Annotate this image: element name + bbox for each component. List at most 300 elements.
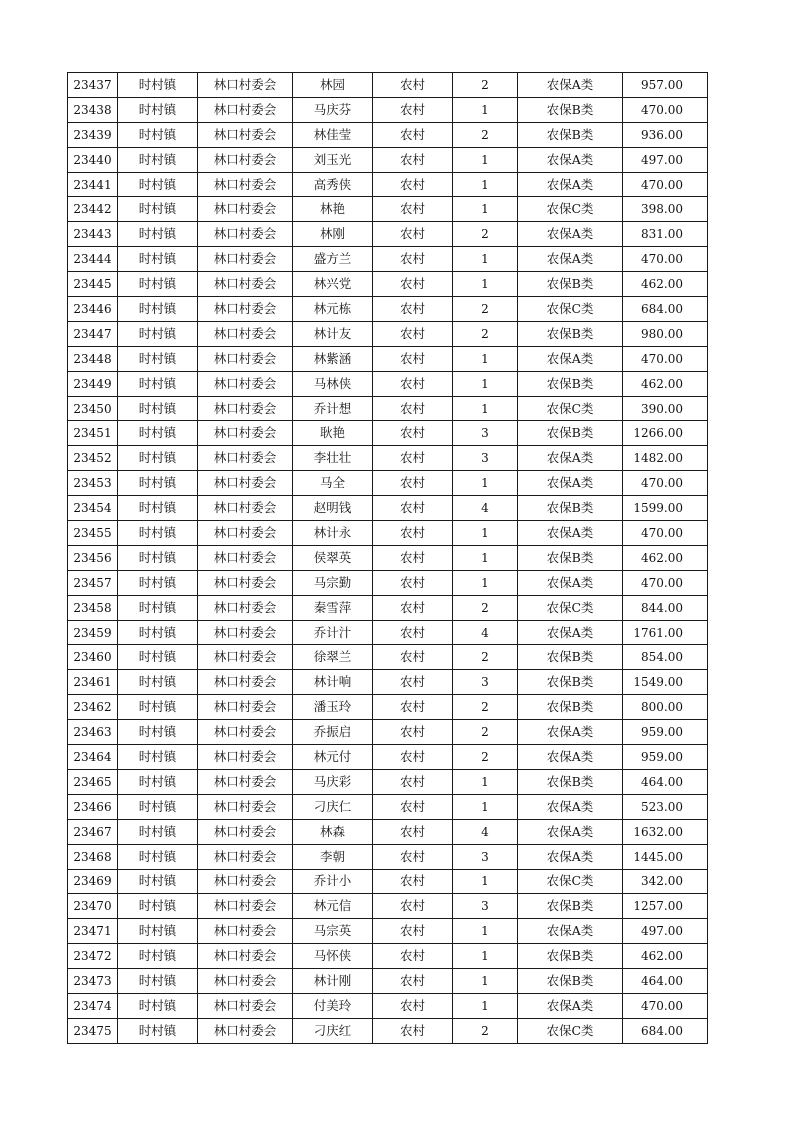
person-count-cell: 1 xyxy=(453,969,518,994)
village-committee-cell: 林口村委会 xyxy=(198,844,293,869)
town-cell: 时村镇 xyxy=(118,969,198,994)
household-type-cell: 农村 xyxy=(373,595,453,620)
household-type-cell: 农村 xyxy=(373,346,453,371)
name-cell: 马怀侠 xyxy=(293,944,373,969)
village-committee-cell: 林口村委会 xyxy=(198,570,293,595)
village-committee-cell: 林口村委会 xyxy=(198,769,293,794)
record-id-cell: 23463 xyxy=(68,720,118,745)
name-cell: 盛方兰 xyxy=(293,247,373,272)
town-cell: 时村镇 xyxy=(118,396,198,421)
household-type-cell: 农村 xyxy=(373,969,453,994)
table-row xyxy=(68,73,708,98)
insurance-category-cell: 农保B类 xyxy=(518,695,623,720)
name-cell: 马林侠 xyxy=(293,371,373,396)
table-row xyxy=(68,471,708,496)
table-row xyxy=(68,346,708,371)
town-cell: 时村镇 xyxy=(118,545,198,570)
person-count-cell: 4 xyxy=(453,496,518,521)
amount-cell: 1482.00 xyxy=(623,446,708,471)
town-cell: 时村镇 xyxy=(118,371,198,396)
person-count-cell: 2 xyxy=(453,222,518,247)
record-id-cell: 23440 xyxy=(68,147,118,172)
table-row xyxy=(68,247,708,272)
household-type-cell: 农村 xyxy=(373,794,453,819)
name-cell: 乔振启 xyxy=(293,720,373,745)
record-id-cell: 23452 xyxy=(68,446,118,471)
village-committee-cell: 林口村委会 xyxy=(198,595,293,620)
insurance-category-cell: 农保A类 xyxy=(518,993,623,1018)
insurance-category-cell: 农保A类 xyxy=(518,346,623,371)
amount-cell: 470.00 xyxy=(623,172,708,197)
name-cell: 乔计想 xyxy=(293,396,373,421)
amount-cell: 497.00 xyxy=(623,919,708,944)
table-row xyxy=(68,222,708,247)
table-row xyxy=(68,695,708,720)
village-committee-cell: 林口村委会 xyxy=(198,720,293,745)
table-row xyxy=(68,769,708,794)
insurance-category-cell: 农保C类 xyxy=(518,869,623,894)
table-row xyxy=(68,844,708,869)
village-committee-cell: 林口村委会 xyxy=(198,396,293,421)
table-row xyxy=(68,919,708,944)
person-count-cell: 1 xyxy=(453,944,518,969)
record-id-cell: 23454 xyxy=(68,496,118,521)
amount-cell: 800.00 xyxy=(623,695,708,720)
amount-cell: 470.00 xyxy=(623,521,708,546)
person-count-cell: 1 xyxy=(453,97,518,122)
insurance-category-cell: 农保C类 xyxy=(518,297,623,322)
name-cell: 马宗英 xyxy=(293,919,373,944)
record-id-cell: 23457 xyxy=(68,570,118,595)
table-row xyxy=(68,272,708,297)
table-row xyxy=(68,521,708,546)
name-cell: 林计友 xyxy=(293,321,373,346)
amount-cell: 464.00 xyxy=(623,969,708,994)
record-id-cell: 23475 xyxy=(68,1018,118,1043)
table-row xyxy=(68,819,708,844)
household-type-cell: 农村 xyxy=(373,670,453,695)
name-cell: 秦雪萍 xyxy=(293,595,373,620)
household-type-cell: 农村 xyxy=(373,396,453,421)
household-type-cell: 农村 xyxy=(373,471,453,496)
person-count-cell: 1 xyxy=(453,346,518,371)
insurance-category-cell: 农保A类 xyxy=(518,521,623,546)
amount-cell: 684.00 xyxy=(623,1018,708,1043)
person-count-cell: 1 xyxy=(453,272,518,297)
record-id-cell: 23460 xyxy=(68,645,118,670)
name-cell: 林计永 xyxy=(293,521,373,546)
town-cell: 时村镇 xyxy=(118,471,198,496)
amount-cell: 844.00 xyxy=(623,595,708,620)
household-type-cell: 农村 xyxy=(373,222,453,247)
table-row xyxy=(68,197,708,222)
table-row xyxy=(68,545,708,570)
town-cell: 时村镇 xyxy=(118,869,198,894)
town-cell: 时村镇 xyxy=(118,247,198,272)
amount-cell: 470.00 xyxy=(623,247,708,272)
household-type-cell: 农村 xyxy=(373,545,453,570)
village-committee-cell: 林口村委会 xyxy=(198,446,293,471)
town-cell: 时村镇 xyxy=(118,570,198,595)
table-row xyxy=(68,297,708,322)
amount-cell: 390.00 xyxy=(623,396,708,421)
village-committee-cell: 林口村委会 xyxy=(198,97,293,122)
person-count-cell: 1 xyxy=(453,869,518,894)
town-cell: 时村镇 xyxy=(118,894,198,919)
household-type-cell: 农村 xyxy=(373,172,453,197)
amount-cell: 464.00 xyxy=(623,769,708,794)
town-cell: 时村镇 xyxy=(118,172,198,197)
name-cell: 侯翠英 xyxy=(293,545,373,570)
person-count-cell: 2 xyxy=(453,1018,518,1043)
town-cell: 时村镇 xyxy=(118,272,198,297)
insurance-category-cell: 农保A类 xyxy=(518,919,623,944)
town-cell: 时村镇 xyxy=(118,944,198,969)
village-committee-cell: 林口村委会 xyxy=(198,122,293,147)
household-type-cell: 农村 xyxy=(373,297,453,322)
insurance-category-cell: 农保C类 xyxy=(518,1018,623,1043)
town-cell: 时村镇 xyxy=(118,769,198,794)
amount-cell: 959.00 xyxy=(623,745,708,770)
table-row xyxy=(68,745,708,770)
insurance-category-cell: 农保A类 xyxy=(518,570,623,595)
record-id-cell: 23458 xyxy=(68,595,118,620)
person-count-cell: 1 xyxy=(453,247,518,272)
household-type-cell: 农村 xyxy=(373,122,453,147)
household-type-cell: 农村 xyxy=(373,197,453,222)
village-committee-cell: 林口村委会 xyxy=(198,969,293,994)
village-committee-cell: 林口村委会 xyxy=(198,346,293,371)
insurance-category-cell: 农保B类 xyxy=(518,97,623,122)
name-cell: 刁庆红 xyxy=(293,1018,373,1043)
table-row xyxy=(68,421,708,446)
name-cell: 林紫涵 xyxy=(293,346,373,371)
amount-cell: 831.00 xyxy=(623,222,708,247)
person-count-cell: 1 xyxy=(453,172,518,197)
town-cell: 时村镇 xyxy=(118,521,198,546)
record-id-cell: 23438 xyxy=(68,97,118,122)
village-committee-cell: 林口村委会 xyxy=(198,695,293,720)
record-id-cell: 23473 xyxy=(68,969,118,994)
amount-cell: 462.00 xyxy=(623,944,708,969)
table-row xyxy=(68,396,708,421)
record-id-cell: 23467 xyxy=(68,819,118,844)
village-committee-cell: 林口村委会 xyxy=(198,371,293,396)
village-committee-cell: 林口村委会 xyxy=(198,1018,293,1043)
village-committee-cell: 林口村委会 xyxy=(198,869,293,894)
record-id-cell: 23442 xyxy=(68,197,118,222)
record-id-cell: 23446 xyxy=(68,297,118,322)
household-type-cell: 农村 xyxy=(373,620,453,645)
person-count-cell: 1 xyxy=(453,147,518,172)
town-cell: 时村镇 xyxy=(118,819,198,844)
name-cell: 乔计小 xyxy=(293,869,373,894)
amount-cell: 342.00 xyxy=(623,869,708,894)
insurance-category-cell: 农保B类 xyxy=(518,670,623,695)
village-committee-cell: 林口村委会 xyxy=(198,247,293,272)
insurance-category-cell: 农保B类 xyxy=(518,496,623,521)
subsidy-roster-table xyxy=(67,72,708,1044)
person-count-cell: 1 xyxy=(453,471,518,496)
household-type-cell: 农村 xyxy=(373,869,453,894)
town-cell: 时村镇 xyxy=(118,147,198,172)
record-id-cell: 23445 xyxy=(68,272,118,297)
town-cell: 时村镇 xyxy=(118,670,198,695)
insurance-category-cell: 农保B类 xyxy=(518,944,623,969)
name-cell: 林计刚 xyxy=(293,969,373,994)
village-committee-cell: 林口村委会 xyxy=(198,819,293,844)
insurance-category-cell: 农保B类 xyxy=(518,894,623,919)
town-cell: 时村镇 xyxy=(118,97,198,122)
insurance-category-cell: 农保B类 xyxy=(518,969,623,994)
insurance-category-cell: 农保B类 xyxy=(518,122,623,147)
amount-cell: 470.00 xyxy=(623,346,708,371)
amount-cell: 959.00 xyxy=(623,720,708,745)
village-committee-cell: 林口村委会 xyxy=(198,73,293,98)
amount-cell: 470.00 xyxy=(623,471,708,496)
town-cell: 时村镇 xyxy=(118,297,198,322)
household-type-cell: 农村 xyxy=(373,421,453,446)
table-row xyxy=(68,969,708,994)
insurance-category-cell: 农保C类 xyxy=(518,595,623,620)
village-committee-cell: 林口村委会 xyxy=(198,172,293,197)
household-type-cell: 农村 xyxy=(373,819,453,844)
amount-cell: 854.00 xyxy=(623,645,708,670)
table-row xyxy=(68,869,708,894)
record-id-cell: 23456 xyxy=(68,545,118,570)
record-id-cell: 23453 xyxy=(68,471,118,496)
insurance-category-cell: 农保A类 xyxy=(518,222,623,247)
record-id-cell: 23470 xyxy=(68,894,118,919)
person-count-cell: 1 xyxy=(453,993,518,1018)
record-id-cell: 23471 xyxy=(68,919,118,944)
table-body xyxy=(68,73,708,1044)
name-cell: 耿艳 xyxy=(293,421,373,446)
village-committee-cell: 林口村委会 xyxy=(198,471,293,496)
person-count-cell: 2 xyxy=(453,122,518,147)
amount-cell: 470.00 xyxy=(623,570,708,595)
amount-cell: 1761.00 xyxy=(623,620,708,645)
table-row xyxy=(68,321,708,346)
name-cell: 林兴党 xyxy=(293,272,373,297)
record-id-cell: 23441 xyxy=(68,172,118,197)
person-count-cell: 2 xyxy=(453,745,518,770)
person-count-cell: 1 xyxy=(453,545,518,570)
person-count-cell: 1 xyxy=(453,794,518,819)
name-cell: 林刚 xyxy=(293,222,373,247)
name-cell: 徐翠兰 xyxy=(293,645,373,670)
amount-cell: 523.00 xyxy=(623,794,708,819)
town-cell: 时村镇 xyxy=(118,620,198,645)
name-cell: 赵明钱 xyxy=(293,496,373,521)
household-type-cell: 农村 xyxy=(373,695,453,720)
amount-cell: 470.00 xyxy=(623,993,708,1018)
household-type-cell: 农村 xyxy=(373,247,453,272)
table-row xyxy=(68,595,708,620)
village-committee-cell: 林口村委会 xyxy=(198,993,293,1018)
household-type-cell: 农村 xyxy=(373,745,453,770)
insurance-category-cell: 农保A类 xyxy=(518,172,623,197)
household-type-cell: 农村 xyxy=(373,97,453,122)
name-cell: 林园 xyxy=(293,73,373,98)
town-cell: 时村镇 xyxy=(118,745,198,770)
table-row xyxy=(68,645,708,670)
village-committee-cell: 林口村委会 xyxy=(198,794,293,819)
table-row xyxy=(68,620,708,645)
name-cell: 潘玉玲 xyxy=(293,695,373,720)
person-count-cell: 2 xyxy=(453,297,518,322)
person-count-cell: 1 xyxy=(453,769,518,794)
name-cell: 林元信 xyxy=(293,894,373,919)
person-count-cell: 1 xyxy=(453,371,518,396)
amount-cell: 398.00 xyxy=(623,197,708,222)
village-committee-cell: 林口村委会 xyxy=(198,645,293,670)
record-id-cell: 23448 xyxy=(68,346,118,371)
person-count-cell: 2 xyxy=(453,720,518,745)
record-id-cell: 23462 xyxy=(68,695,118,720)
household-type-cell: 农村 xyxy=(373,73,453,98)
household-type-cell: 农村 xyxy=(373,521,453,546)
village-committee-cell: 林口村委会 xyxy=(198,321,293,346)
town-cell: 时村镇 xyxy=(118,421,198,446)
village-committee-cell: 林口村委会 xyxy=(198,944,293,969)
person-count-cell: 1 xyxy=(453,396,518,421)
village-committee-cell: 林口村委会 xyxy=(198,197,293,222)
town-cell: 时村镇 xyxy=(118,695,198,720)
town-cell: 时村镇 xyxy=(118,346,198,371)
village-committee-cell: 林口村委会 xyxy=(198,894,293,919)
person-count-cell: 1 xyxy=(453,570,518,595)
amount-cell: 1266.00 xyxy=(623,421,708,446)
village-committee-cell: 林口村委会 xyxy=(198,222,293,247)
amount-cell: 1632.00 xyxy=(623,819,708,844)
insurance-category-cell: 农保A类 xyxy=(518,446,623,471)
table-row xyxy=(68,720,708,745)
person-count-cell: 3 xyxy=(453,844,518,869)
town-cell: 时村镇 xyxy=(118,993,198,1018)
insurance-category-cell: 农保B类 xyxy=(518,321,623,346)
record-id-cell: 23465 xyxy=(68,769,118,794)
name-cell: 林元栋 xyxy=(293,297,373,322)
household-type-cell: 农村 xyxy=(373,993,453,1018)
town-cell: 时村镇 xyxy=(118,496,198,521)
household-type-cell: 农村 xyxy=(373,894,453,919)
record-id-cell: 23449 xyxy=(68,371,118,396)
village-committee-cell: 林口村委会 xyxy=(198,745,293,770)
household-type-cell: 农村 xyxy=(373,272,453,297)
insurance-category-cell: 农保B类 xyxy=(518,545,623,570)
record-id-cell: 23443 xyxy=(68,222,118,247)
amount-cell: 1599.00 xyxy=(623,496,708,521)
insurance-category-cell: 农保A类 xyxy=(518,794,623,819)
table-row xyxy=(68,172,708,197)
name-cell: 付美玲 xyxy=(293,993,373,1018)
town-cell: 时村镇 xyxy=(118,720,198,745)
record-id-cell: 23461 xyxy=(68,670,118,695)
record-id-cell: 23447 xyxy=(68,321,118,346)
town-cell: 时村镇 xyxy=(118,844,198,869)
amount-cell: 462.00 xyxy=(623,371,708,396)
household-type-cell: 农村 xyxy=(373,446,453,471)
amount-cell: 462.00 xyxy=(623,545,708,570)
person-count-cell: 2 xyxy=(453,321,518,346)
record-id-cell: 23451 xyxy=(68,421,118,446)
town-cell: 时村镇 xyxy=(118,122,198,147)
insurance-category-cell: 农保A类 xyxy=(518,819,623,844)
village-committee-cell: 林口村委会 xyxy=(198,272,293,297)
record-id-cell: 23439 xyxy=(68,122,118,147)
name-cell: 刁庆仁 xyxy=(293,794,373,819)
person-count-cell: 2 xyxy=(453,695,518,720)
amount-cell: 684.00 xyxy=(623,297,708,322)
household-type-cell: 农村 xyxy=(373,645,453,670)
insurance-category-cell: 农保C类 xyxy=(518,396,623,421)
person-count-cell: 4 xyxy=(453,620,518,645)
person-count-cell: 2 xyxy=(453,73,518,98)
name-cell: 刘玉光 xyxy=(293,147,373,172)
table-row xyxy=(68,794,708,819)
amount-cell: 462.00 xyxy=(623,272,708,297)
amount-cell: 980.00 xyxy=(623,321,708,346)
amount-cell: 936.00 xyxy=(623,122,708,147)
name-cell: 林森 xyxy=(293,819,373,844)
village-committee-cell: 林口村委会 xyxy=(198,297,293,322)
amount-cell: 497.00 xyxy=(623,147,708,172)
household-type-cell: 农村 xyxy=(373,720,453,745)
town-cell: 时村镇 xyxy=(118,919,198,944)
name-cell: 李朝 xyxy=(293,844,373,869)
record-id-cell: 23472 xyxy=(68,944,118,969)
name-cell: 高秀侠 xyxy=(293,172,373,197)
name-cell: 马庆彩 xyxy=(293,769,373,794)
table-row xyxy=(68,993,708,1018)
record-id-cell: 23466 xyxy=(68,794,118,819)
insurance-category-cell: 农保A类 xyxy=(518,620,623,645)
village-committee-cell: 林口村委会 xyxy=(198,147,293,172)
town-cell: 时村镇 xyxy=(118,73,198,98)
table-row xyxy=(68,894,708,919)
person-count-cell: 2 xyxy=(453,645,518,670)
amount-cell: 957.00 xyxy=(623,73,708,98)
insurance-category-cell: 农保B类 xyxy=(518,421,623,446)
town-cell: 时村镇 xyxy=(118,446,198,471)
record-id-cell: 23444 xyxy=(68,247,118,272)
village-committee-cell: 林口村委会 xyxy=(198,919,293,944)
table-row xyxy=(68,97,708,122)
person-count-cell: 3 xyxy=(453,446,518,471)
insurance-category-cell: 农保A类 xyxy=(518,247,623,272)
name-cell: 马庆芬 xyxy=(293,97,373,122)
amount-cell: 1549.00 xyxy=(623,670,708,695)
town-cell: 时村镇 xyxy=(118,645,198,670)
table-row xyxy=(68,446,708,471)
village-committee-cell: 林口村委会 xyxy=(198,545,293,570)
amount-cell: 1445.00 xyxy=(623,844,708,869)
amount-cell: 470.00 xyxy=(623,97,708,122)
insurance-category-cell: 农保C类 xyxy=(518,197,623,222)
person-count-cell: 3 xyxy=(453,894,518,919)
person-count-cell: 1 xyxy=(453,197,518,222)
household-type-cell: 农村 xyxy=(373,944,453,969)
insurance-category-cell: 农保B类 xyxy=(518,769,623,794)
table-row xyxy=(68,1018,708,1043)
village-committee-cell: 林口村委会 xyxy=(198,620,293,645)
name-cell: 林艳 xyxy=(293,197,373,222)
insurance-category-cell: 农保B类 xyxy=(518,272,623,297)
person-count-cell: 3 xyxy=(453,421,518,446)
household-type-cell: 农村 xyxy=(373,844,453,869)
insurance-category-cell: 农保B类 xyxy=(518,371,623,396)
